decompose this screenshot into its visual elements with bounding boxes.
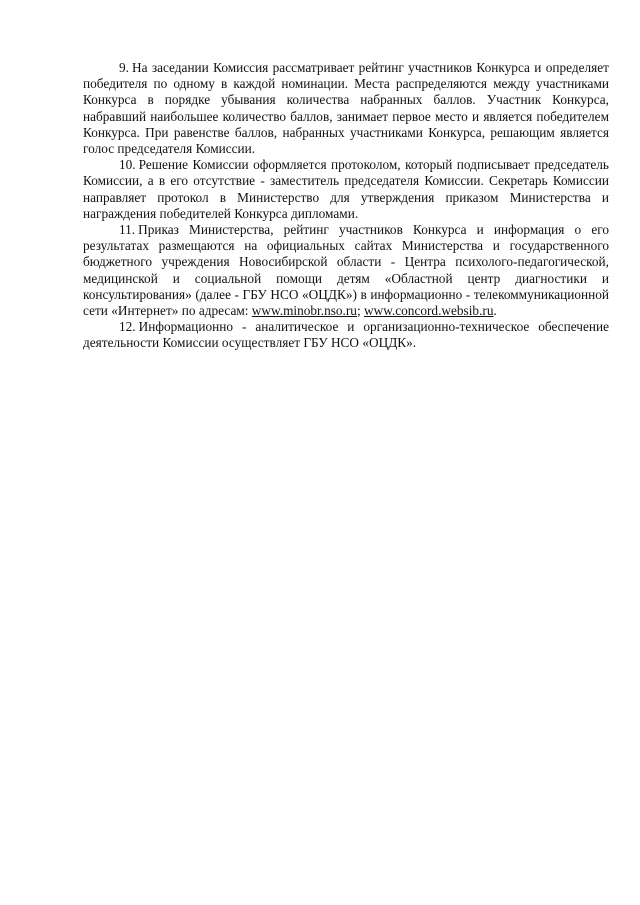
paragraph-text: На заседании Комиссия рассматривает рейтинг участников Конкурса и определяет победителя по одному в каждой номинации. Места распределяются между участниками Конкурса в порядке убывания количества набранных баллов. Участник Конкурса, набравший наибольшее количество баллов, занимает первое место и является победителем Конкурса. При равенстве баллов, набранных участниками Конкурса, решающим является голос председателя Комиссии. xyxy=(83,60,609,157)
link-separator: ; xyxy=(356,303,364,319)
paragraph-end: . xyxy=(493,303,497,319)
paragraph-number: 10. xyxy=(119,157,136,173)
paragraph-text: Решение Комиссии оформляется протоколом, который подписывает председатель Комиссии, а в его отсутствие - заместитель председателя Комиссии. Секретарь Комиссии направляет протокол в Министерство для утверждения приказом Министерства и награждения победителей Конкурса дипломами. xyxy=(83,157,609,221)
document-page xyxy=(83,60,609,352)
paragraph-number: 12. xyxy=(119,319,136,335)
paragraph-number: 11. xyxy=(119,222,136,238)
paragraph-10 xyxy=(83,157,609,222)
paragraph-text: Информационно - аналитическое и организационно-техническое обеспечение деятельности Комиссии осуществляет ГБУ НСО «ОЦДК». xyxy=(83,319,609,351)
paragraph-text: Приказ Министерства, рейтинг участников Конкурса и информация о его результатах размещаются на официальных сайтах Министерства и государственного бюджетного учреждения Новосибирской области - Центра психолого-педагогической, медицинской и социальной помощи детям «Областной центр диагностики и консультирования» (далее - ГБУ НСО «ОЦДК») в информационно - телекоммуникационной сети «Интернет» по адресам: xyxy=(83,222,609,319)
paragraph-11 xyxy=(83,222,609,319)
paragraph-number: 9. xyxy=(119,60,129,75)
paragraph-9 xyxy=(83,60,609,157)
link-concord[interactable]: www.concord.websib.ru xyxy=(363,303,494,319)
link-minobr[interactable]: www.minobr.nso.ru xyxy=(251,303,357,319)
paragraph-12 xyxy=(83,319,609,351)
